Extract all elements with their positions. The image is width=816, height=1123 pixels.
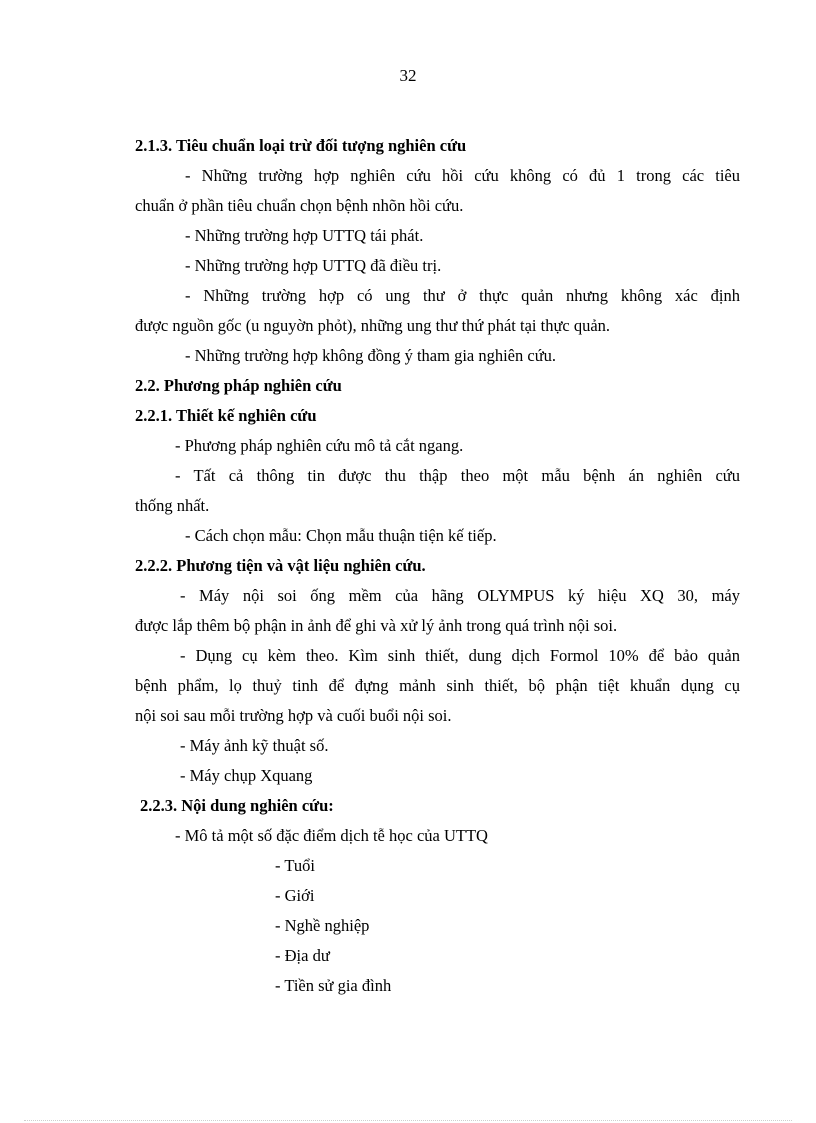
section-heading-2-1-3: 2.1.3. Tiêu chuẩn loại trừ đối tượng nghiên cứu	[135, 136, 467, 155]
list-item: - Nghề nghiệp	[275, 916, 370, 935]
list-item: - Giới	[275, 886, 315, 905]
list-item: - Địa dư	[275, 946, 330, 965]
paragraph-line: - Phương pháp nghiên cứu mô tả cắt ngang.	[175, 436, 464, 455]
paragraph-line: - Máy nội soi ống mềm của hãng OLYMPUS ký hiệu XQ 30, máy	[180, 586, 740, 605]
paragraph-line: - Những trường hợp không đồng ý tham gia nghiên cứu.	[185, 346, 557, 365]
section-heading-2-2: 2.2. Phương pháp nghiên cứu	[135, 376, 342, 395]
paragraph-line: - Những trường hợp UTTQ tái phát.	[185, 226, 424, 245]
list-item: - Tiền sử gia đình	[275, 976, 392, 995]
paragraph-line: nội soi sau mỗi trường hợp và cuối buổi nội soi.	[135, 706, 452, 725]
paragraph-line: được nguồn gốc (u nguyờn phỏt), những ung thư thứ phát tại thực quản.	[135, 316, 611, 335]
paragraph-line: bệnh phẩm, lọ thuỷ tinh để đựng mảnh sinh thiết, bộ phận tiệt khuẩn dụng cụ	[135, 676, 740, 695]
page-bottom-divider	[24, 1120, 792, 1121]
paragraph-line: - Những trường hợp UTTQ đã điều trị.	[185, 256, 442, 275]
section-heading-2-2-3: 2.2.3. Nội dung nghiên cứu:	[140, 796, 334, 815]
paragraph-line: được lắp thêm bộ phận in ảnh để ghi và xử lý ảnh trong quá trình nội soi.	[135, 616, 618, 635]
list-item: - Tuổi	[275, 856, 315, 875]
paragraph-line: - Mô tả một số đặc điểm dịch tễ học của UTTQ	[175, 826, 488, 845]
paragraph-line: - Những trường hợp có ung thư ở thực quản nhưng không xác định	[185, 286, 740, 305]
paragraph-line: - Máy chụp Xquang	[180, 766, 313, 785]
section-heading-2-2-2: 2.2.2. Phương tiện và vật liệu nghiên cứu.	[135, 556, 426, 575]
page-number: 32	[399, 66, 417, 85]
paragraph-line: - Những trường hợp nghiên cứu hồi cứu không có đủ 1 trong các tiêu	[185, 166, 740, 185]
paragraph-line: - Máy ảnh kỹ thuật số.	[180, 736, 329, 755]
document-body	[135, 131, 740, 1001]
paragraph-line: - Tất cả thông tin được thu thập theo một mẫu bệnh án nghiên cứu	[175, 466, 740, 485]
paragraph-line: chuẩn ở phần tiêu chuẩn chọn bệnh nhõn hồi cứu.	[135, 196, 464, 215]
section-heading-2-2-1: 2.2.1. Thiết kế nghiên cứu	[135, 406, 317, 425]
paragraph-line: - Cách chọn mẫu: Chọn mẫu thuận tiện kế tiếp.	[185, 526, 497, 545]
paragraph-line: thống nhất.	[135, 496, 210, 515]
paragraph-line: - Dụng cụ kèm theo. Kìm sinh thiết, dung dịch Formol 10% để bảo quản	[180, 646, 740, 665]
